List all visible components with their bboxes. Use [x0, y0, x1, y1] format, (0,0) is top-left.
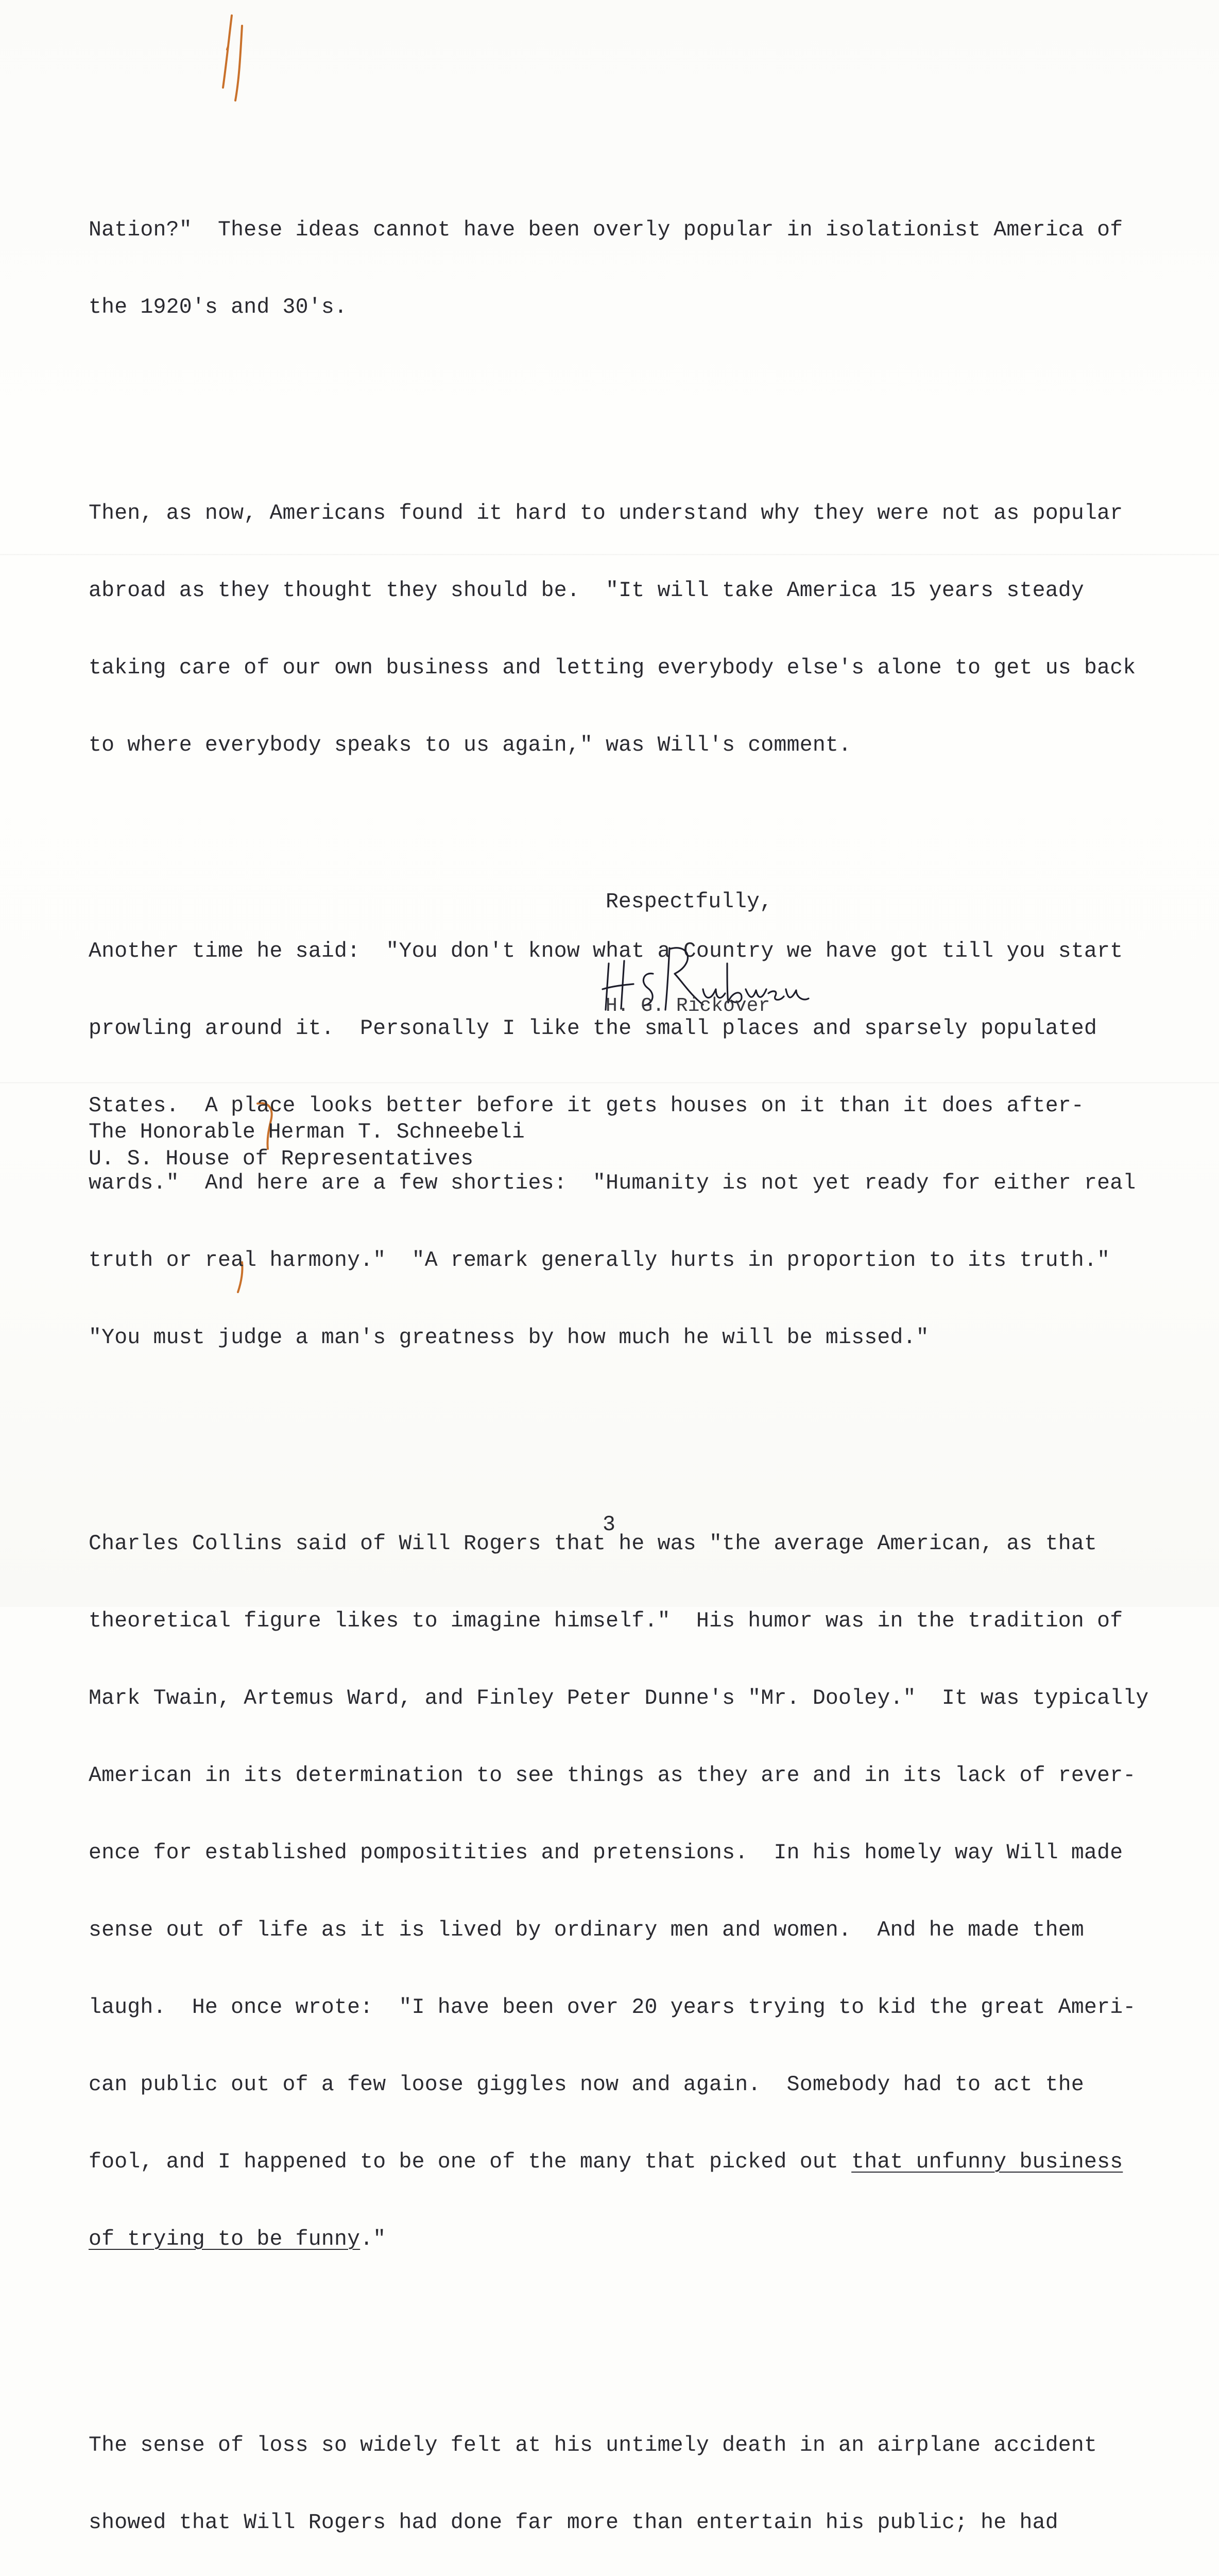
signer-name: H. G. Rickover	[606, 995, 770, 1017]
closing: Respectfully,	[606, 890, 772, 914]
underlined-phrase: that unfunny business	[851, 2150, 1123, 2174]
paragraph	[89, 166, 1149, 372]
text-line: Nation?" These ideas cannot have been overly popular in isolationist America of	[89, 218, 1123, 242]
text-line: laugh. He once wrote: "I have been over 20 years trying to kid the great Ameri-	[89, 1995, 1136, 2020]
paragraph	[89, 1480, 1149, 2304]
text-line: Charles Collins said of Will Rogers that he was "the average American, as that	[89, 1532, 1097, 1556]
text-line: Then, as now, Americans found it hard to understand why they were not as popular	[89, 501, 1123, 526]
paragraph	[89, 449, 1149, 810]
text-line: can public out of a few loose giggles now and again. Somebody had to act the	[89, 2073, 1085, 2097]
text-line: prowling around it. Personally I like the small places and sparsely populated	[89, 1016, 1097, 1041]
text-line	[89, 2227, 1149, 2252]
addressee-name: The Honorable Herman T. Schneebeli	[89, 1120, 525, 1144]
text-line: showed that Will Rogers had done far more than entertain his public; he had	[89, 2511, 1058, 2535]
text-line: The sense of loss so widely felt at his untimely death in an airplane accident	[89, 2433, 1097, 2458]
text-line: ence for established pompositities and pretensions. In his homely way Will made	[89, 1841, 1123, 1865]
text-line: wards." And here are a few shorties: "Humanity is not yet ready for either real	[89, 1171, 1136, 1195]
text-line: abroad as they thought they should be. "It will take America 15 years steady	[89, 579, 1085, 603]
pencil-mark	[203, 10, 260, 113]
text-line: Another time he said: "You don't know what a Country we have got till you start	[89, 939, 1123, 963]
text-line	[89, 2149, 1149, 2175]
addressee-office: U. S. House of Representatives	[89, 1147, 474, 1171]
text-line: "You must judge a man's greatness by how much he will be missed."	[89, 1326, 929, 1350]
text-line: the 1920's and 30's.	[89, 295, 348, 319]
page-number: 3	[603, 1513, 615, 1537]
text-segment: fool, and I happened to be one of the many that picked out	[89, 2150, 852, 2174]
text-line: truth or real harmony." "A remark generally hurts in proportion to its truth."	[89, 1248, 1110, 1273]
text-line: taking care of our own business and letting everybody else's alone to get us back	[89, 656, 1136, 680]
text-line: to where everybody speaks to us again," was Will's comment.	[89, 733, 852, 757]
text-line: States. A place looks better before it gets houses on it than it does after-	[89, 1094, 1085, 1118]
addressee-block	[89, 1119, 525, 1173]
paragraph	[89, 2381, 1149, 2576]
text-line: theoretical figure likes to imagine himself." His humor was in the tradition of	[89, 1609, 1123, 1633]
text-line: sense out of life as it is lived by ordinary men and women. And he made them	[89, 1918, 1085, 1942]
text-line: American in its determination to see things as they are and in its lack of rever-	[89, 1764, 1136, 1788]
underlined-phrase: of trying to be funny	[89, 2227, 360, 2251]
letter-body	[89, 114, 1149, 2576]
text-segment: ."	[360, 2227, 386, 2251]
text-line: Mark Twain, Artemus Ward, and Finley Peter Dunne's "Mr. Dooley." It was typically	[89, 1686, 1149, 1710]
